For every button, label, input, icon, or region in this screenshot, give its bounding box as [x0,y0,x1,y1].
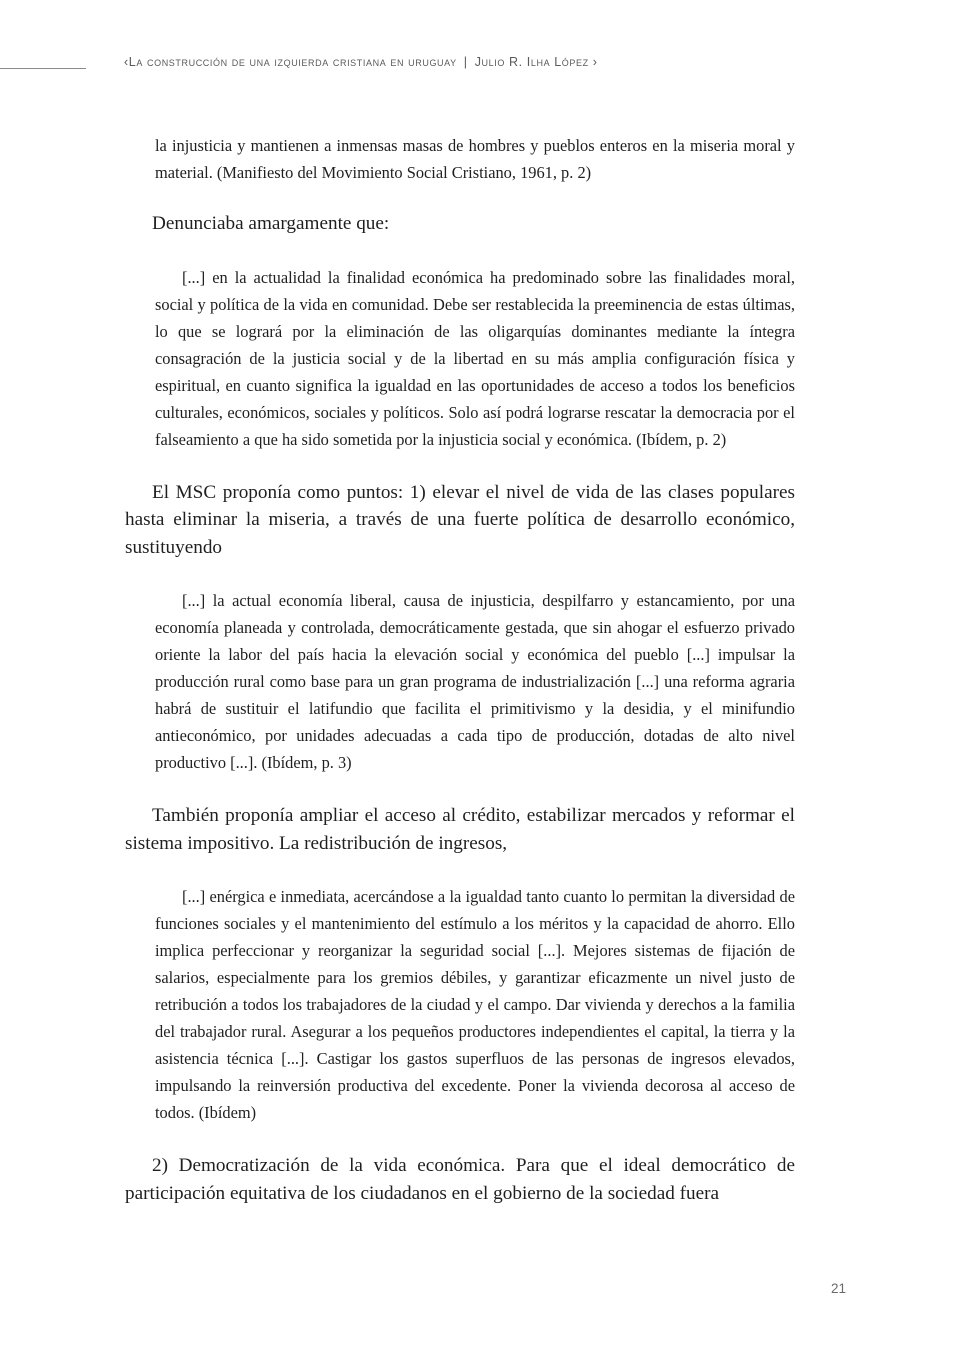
running-header [124,55,598,69]
page-body [125,132,795,1207]
header-separator: | [463,55,468,69]
block-quote-continuation: la injusticia y mantienen a inmensas masas de hombres y pueblos enteros en la miseria moral y material. (Manifiesto del Movimiento Social Cristiano, 1961, p. 2) [155,136,795,182]
body-paragraph: Denunciaba amargamente que: [152,213,390,234]
body-paragraph: 2) Democratización de la vida económica. Para que el ideal democrático de participación equitativa de los ciudadanos en el gobierno de la sociedad fuera [125,1155,795,1204]
block-quote: [...] la actual economía liberal, causa de injusticia, despilfarro y estancamiento, por una economía planeada y controlada, democráticamente gestada, que sin ahogar el esfuerzo privado oriente la labor del país hacia la elevación social y económica del pueblo [...] impulsar la producción rural como base para un gran programa de industrialización [...] una reforma agraria habrá de sustituir el latifundio que facilita el primitivismo y la desidia, y el minifundio antieconómico, por unidades adecuadas a cada tipo de producción, dotadas de alto nivel productivo [...]. (Ibídem, p. 3) [155,591,795,772]
page-number: 21 [831,1281,847,1296]
body-paragraph: También proponía ampliar el acceso al crédito, estabilizar mercados y reformar el sistema impositivo. La redistribución de ingresos, [125,805,795,854]
block-quote: [...] enérgica e inmediata, acercándose a la igualdad tanto cuanto lo permitan la diversidad de funciones sociales y el mantenimiento del estímulo a los méritos y la capacidad de ahorro. Ello implica perfeccionar y reorganizar la seguridad social [...]. Mejores sistemas de fijación de salarios, especialmente para los gremios débiles, y garantizar eficazmente un nivel justo de retribución a todos los trabajadores de la ciudad y el campo. Dar vivienda y derechos a la familia del trabajador rural. Asegurar a los pequeños productores independientes el capital, la tierra y la asistencia técnica [...]. Castigar los gastos superfluos de las personas de ingresos elevados, impulsando la reinversión productiva del excedente. Poner la vivienda decorosa al acceso de todos. (Ibídem) [155,887,795,1122]
header-author: Julio R. Ilha López › [474,55,598,69]
header-book-title: ‹La construcción de una izquierda cristiana en uruguay [124,55,457,69]
block-quote: [...] en la actualidad la finalidad económica ha predominado sobre las finalidades moral, social y política de la vida en comunidad. Debe ser restablecida la preeminencia de estas últimas, lo que se logrará por la eliminación de las oligarquías dominantes mediante la íntegra consagración de la justicia social y de la libertad en su más amplia configuración física y espiritual, en cuanto significa la igualdad en las oportunidades de acceso a todos los beneficios culturales, económicos, sociales y políticos. Solo así podrá lograrse rescatar la democracia por el falseamiento a que ha sido sometida por la injusticia social y económica. (Ibídem, p. 2) [155,267,795,449]
body-paragraph: El MSC proponía como puntos: 1) elevar el nivel de vida de las clases populares hasta eliminar la miseria, a través de una fuerte política de desarrollo económico, sustituyendo [125,481,795,558]
header-rule [0,68,86,69]
